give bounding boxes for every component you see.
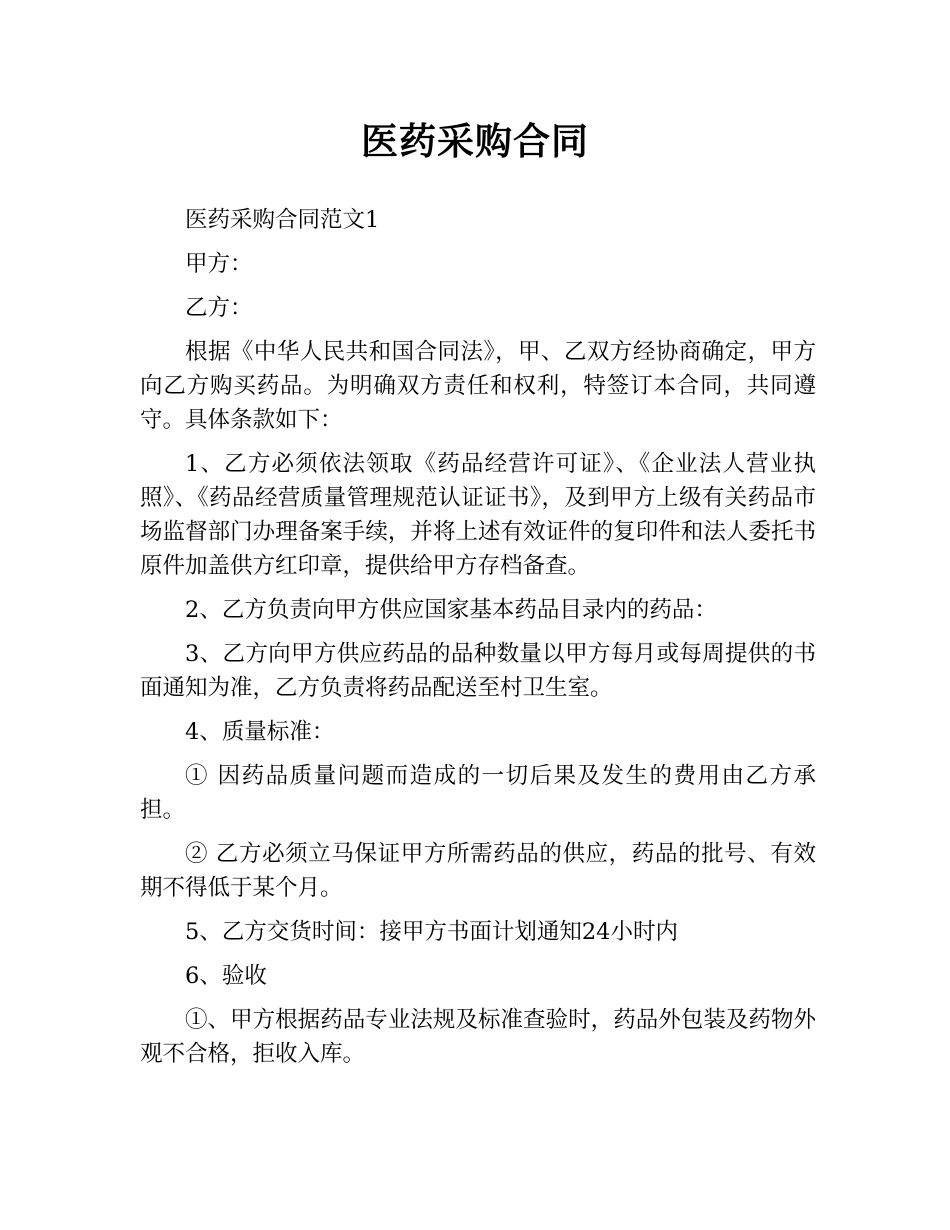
paragraph-clause-3: 3、乙方向甲方供应药品的品种数量以甲方每月或每周提供的书面通知为准，乙方负责将药品配送至村卫生室。 [140, 641, 816, 701]
document-body [140, 203, 816, 1081]
paragraph-clause-4-item-1: ① 因药品质量问题而造成的一切后果及发生的费用由乙方承担。 [140, 763, 816, 823]
paragraph-clause-4-item-2: ② 乙方必须立马保证甲方所需药品的供应，药品的批号、有效期不得低于某个月。 [140, 841, 816, 901]
paragraph-clause-6: 6、验收 [185, 963, 267, 989]
paragraph-clause-1: 1、乙方必须依法领取《药品经营许可证》、《企业法人营业执照》、《药品经营质量管理规范认证证书》，及到甲方上级有关药品市场监督部门办理备案手续，并将上述有效证件的复印件和法人委托书原件加盖供方红印章，提供给甲方存档备查。 [140, 451, 816, 579]
paragraph-party-b: 乙方： [185, 295, 253, 321]
paragraph-clause-4: 4、质量标准： [185, 719, 335, 745]
paragraph-clause-6-item-1: ①、甲方根据药品专业法规及标准查验时，药品外包装及药物外观不合格，拒收入库。 [140, 1007, 816, 1067]
paragraph-preamble: 根据《中华人民共和国合同法》，甲、乙双方经协商确定，甲方向乙方购买药品。为明确双方责任和权利，特签订本合同，共同遵守。具体条款如下： [140, 339, 816, 433]
document-title: 医药采购合同 [361, 120, 589, 163]
paragraph-party-a: 甲方： [185, 251, 253, 277]
paragraph-clause-5: 5、乙方交货时间：接甲方书面计划通知24小时内 [185, 919, 678, 945]
paragraph-clause-2: 2、乙方负责向甲方供应国家基本药品目录内的药品： [185, 597, 717, 623]
paragraph-sample-heading: 医药采购合同范文1 [185, 207, 380, 233]
